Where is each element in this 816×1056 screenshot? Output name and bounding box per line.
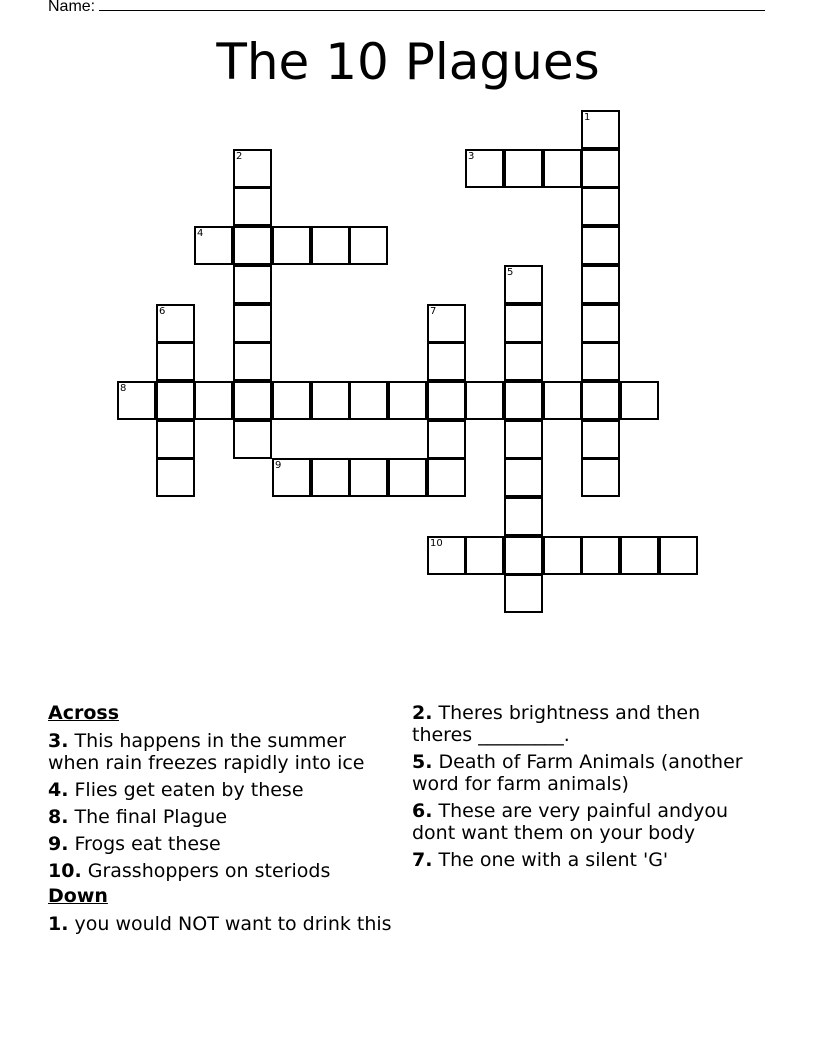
down-clue — [412, 702, 762, 746]
crossword-cell[interactable] — [659, 536, 698, 575]
crossword-cell[interactable] — [581, 304, 620, 343]
down-heading: Down — [48, 885, 108, 907]
clue-number-label: 10 — [430, 538, 443, 549]
clue-text: The final Plague — [74, 806, 228, 828]
crossword-cell[interactable] — [581, 342, 620, 381]
crossword-cell[interactable] — [581, 110, 620, 149]
crossword-cell[interactable] — [194, 381, 233, 420]
clues-column-left — [48, 702, 398, 940]
crossword-cell[interactable] — [504, 265, 543, 304]
clue-text: you would NOT want to drink this — [74, 913, 392, 935]
crossword-cell[interactable] — [581, 420, 620, 459]
crossword-cell[interactable] — [194, 226, 233, 265]
clue-number-label: 9 — [275, 460, 282, 471]
clue-number-label: 1 — [584, 112, 591, 123]
crossword-cell[interactable] — [504, 149, 543, 188]
clue-text: Flies get eaten by these — [74, 779, 304, 801]
clue-text: Frogs eat these — [74, 833, 221, 855]
crossword-cell[interactable] — [581, 226, 620, 265]
crossword-cell[interactable] — [233, 265, 272, 304]
crossword-cell[interactable] — [543, 381, 582, 420]
clue-number: 9. — [48, 833, 69, 855]
crossword-cell[interactable] — [504, 381, 543, 420]
down-clue — [412, 751, 762, 795]
clue-number-label: 3 — [468, 151, 475, 162]
crossword-cell[interactable] — [427, 458, 466, 497]
crossword-cell[interactable] — [427, 342, 466, 381]
crossword-cell[interactable] — [156, 420, 195, 459]
crossword-cell[interactable] — [156, 304, 195, 343]
clue-text: Grasshoppers on steriods — [87, 860, 331, 882]
clue-number: 7. — [412, 849, 433, 871]
crossword-cell[interactable] — [581, 536, 620, 575]
crossword-cell[interactable] — [388, 381, 427, 420]
crossword-cell[interactable] — [233, 381, 272, 420]
clue-text: This happens in the summer when rain freezes rapidly into ice — [48, 730, 365, 774]
crossword-cell[interactable] — [388, 458, 427, 497]
crossword-cell[interactable] — [272, 381, 311, 420]
crossword-cell[interactable] — [504, 420, 543, 459]
across-heading: Across — [48, 702, 120, 724]
clue-number-label: 4 — [197, 228, 204, 239]
crossword-cell[interactable] — [543, 149, 582, 188]
crossword-cell[interactable] — [311, 458, 350, 497]
clue-number: 4. — [48, 779, 69, 801]
crossword-cell[interactable] — [465, 149, 504, 188]
crossword-cell[interactable] — [427, 420, 466, 459]
crossword-cell[interactable] — [349, 381, 388, 420]
clue-number-label: 7 — [430, 306, 437, 317]
clue-text: These are very painful andyou dont want them on your body — [412, 800, 728, 844]
clues-column-right — [412, 702, 762, 876]
clue-text: Death of Farm Animals (another word for farm animals) — [412, 751, 743, 795]
crossword-cell[interactable] — [504, 304, 543, 343]
crossword-cell[interactable] — [272, 458, 311, 497]
crossword-cell[interactable] — [233, 149, 272, 188]
crossword-cell[interactable] — [504, 536, 543, 575]
crossword-cell[interactable] — [311, 226, 350, 265]
down-clue — [48, 913, 398, 935]
crossword-cell[interactable] — [349, 458, 388, 497]
crossword-cell[interactable] — [620, 536, 659, 575]
crossword-cell[interactable] — [427, 381, 466, 420]
across-clue — [48, 779, 398, 801]
crossword-cell[interactable] — [581, 149, 620, 188]
crossword-cell[interactable] — [156, 458, 195, 497]
clue-number: 3. — [48, 730, 69, 752]
crossword-cell[interactable] — [156, 381, 195, 420]
crossword-cell[interactable] — [504, 458, 543, 497]
crossword-cell[interactable] — [311, 381, 350, 420]
page-title: The 10 Plagues — [216, 33, 600, 91]
crossword-cell[interactable] — [504, 497, 543, 536]
crossword-cell[interactable] — [581, 265, 620, 304]
crossword-cell[interactable] — [620, 381, 659, 420]
crossword-cell[interactable] — [427, 304, 466, 343]
across-clue — [48, 833, 398, 855]
crossword-cell[interactable] — [427, 536, 466, 575]
crossword-cell[interactable] — [272, 226, 311, 265]
crossword-cell[interactable] — [581, 381, 620, 420]
crossword-cell[interactable] — [233, 187, 272, 226]
crossword-cell[interactable] — [233, 226, 272, 265]
down-clue — [412, 849, 762, 871]
clue-number-label: 2 — [236, 151, 243, 162]
crossword-cell[interactable] — [465, 536, 504, 575]
down-clue — [412, 800, 762, 844]
across-clue — [48, 730, 398, 774]
clue-number: 8. — [48, 806, 69, 828]
clue-number-label: 8 — [120, 383, 127, 394]
crossword-cell[interactable] — [156, 342, 195, 381]
crossword-cell[interactable] — [504, 342, 543, 381]
crossword-cell[interactable] — [117, 381, 156, 420]
crossword-cell[interactable] — [349, 226, 388, 265]
clue-number: 2. — [412, 702, 433, 724]
crossword-cell[interactable] — [581, 458, 620, 497]
crossword-cell[interactable] — [233, 420, 272, 459]
crossword-cell[interactable] — [504, 574, 543, 613]
name-label: Name: — [48, 0, 96, 15]
clue-number: 6. — [412, 800, 433, 822]
crossword-cell[interactable] — [233, 304, 272, 343]
clue-number: 10. — [48, 860, 82, 882]
clue-text: The one with a silent 'G' — [438, 849, 669, 871]
crossword-cell[interactable] — [543, 536, 582, 575]
crossword-cell[interactable] — [581, 187, 620, 226]
clue-number-label: 6 — [159, 306, 166, 317]
across-clue — [48, 806, 398, 828]
across-clue — [48, 860, 398, 882]
clue-text: Theres brightness and then theres _________. — [412, 702, 701, 746]
clue-number-label: 5 — [507, 267, 514, 278]
crossword-cell[interactable] — [465, 381, 504, 420]
clue-number: 1. — [48, 913, 69, 935]
clue-number: 5. — [412, 751, 433, 773]
crossword-cell[interactable] — [233, 342, 272, 381]
